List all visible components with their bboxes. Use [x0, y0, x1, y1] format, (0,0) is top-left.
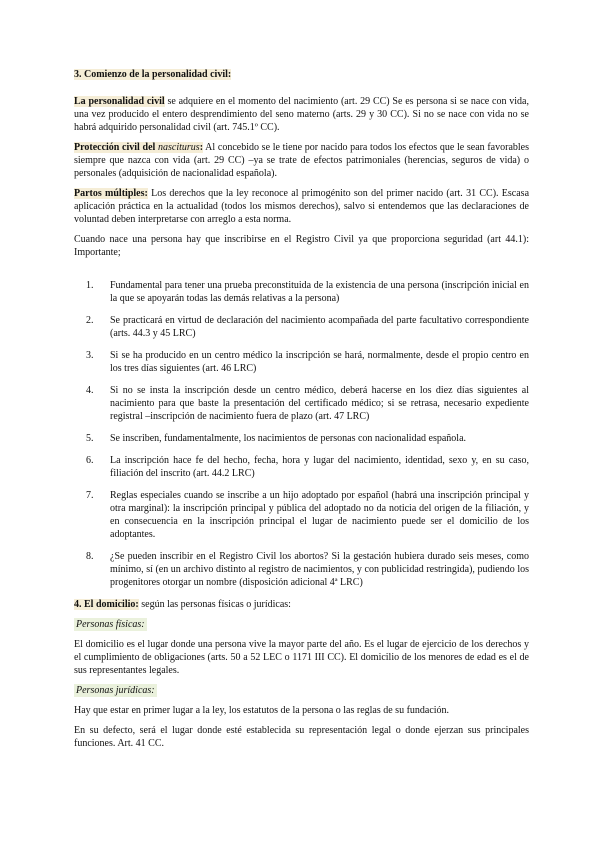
- section-3-heading: [74, 68, 529, 81]
- list-number: 6.: [86, 455, 94, 466]
- list-item: [74, 279, 529, 305]
- list-text: Si no se insta la inscripción desde un centro médico, deberá hacerse en los diez días siguientes al nacimiento para que baste la presentación del certificado médico; si se retrasa, necesario expediente registral –inscripción de nacimiento fuera de plazo (art. 47 LRC): [110, 385, 529, 422]
- list-number: 8.: [86, 551, 94, 562]
- section-3-title: 3. Comienzo de la personalidad civil:: [74, 69, 232, 80]
- paragraph-juridicas-ley: Hay que estar en primer lugar a la ley, los estatutos de la persona o las reglas de su fundación.: [74, 705, 450, 716]
- list-number: 3.: [86, 350, 94, 361]
- paragraph-juridicas-defecto: En su defecto, será el lugar donde esté establecida su representación legal o donde ejerzan sus principales funciones. Art. 41 CC.: [74, 725, 529, 749]
- paragraph-nasciturus: [74, 141, 529, 180]
- list-number: 1.: [86, 280, 94, 291]
- lead-personalidad-civil: La personalidad civil: [74, 96, 165, 107]
- list-item: [74, 349, 529, 375]
- paragraph-personalidad-civil: [74, 95, 529, 134]
- lead-colon: :: [199, 142, 204, 153]
- list-item: [74, 432, 529, 445]
- list-text: Si se ha producido en un centro médico la inscripción se hará, normalmente, desde el propio centro en los tres días siguientes (art. 46 LRC): [110, 350, 529, 374]
- lead-nasciturus: nasciturus: [155, 142, 200, 153]
- lead-proteccion-civil: Protección civil del: [74, 142, 156, 153]
- list-text: Fundamental para tener una prueba preconstituida de la existencia de una persona (inscripción inicial en la que se apoyarán todas las demás relativas a la persona): [110, 280, 529, 304]
- list-item: [74, 489, 529, 541]
- list-number: 5.: [86, 433, 94, 444]
- subheading-personas-juridicas: Personas jurídicas:: [76, 685, 155, 696]
- document-page: [74, 68, 529, 757]
- list-number: 4.: [86, 385, 94, 396]
- section-4-title-rest: según las personas físicas o jurídicas:: [138, 599, 291, 610]
- list-text: ¿Se pueden inscribir en el Registro Civil los abortos? Si la gestación hubiera durado seis meses, como mínimo, sí (en un archivo distinto al registro de nacimientos, y con publicidad restringida), pudiendo los progenitores otorgar un nombre (disposición adicional 4ª LRC): [110, 551, 529, 588]
- list-text: Reglas especiales cuando se inscribe a un hijo adoptado por español (habrá una inscripción principal y otra marginal): la inscripción principal y pública del adoptado no da noticia del origen de la filiación, y en consecuencia en la inscripción principal el lugar de nacimiento puede ser el domicilio de los adoptantes.: [110, 490, 529, 540]
- list-item: [74, 550, 529, 589]
- paragraph-partos-multiples: [74, 187, 529, 226]
- paragraph-domicilio-fisicas: El domicilio es el lugar donde una persona vive la mayor parte del año. Es el lugar de ejercicio de los derechos y el cumplimiento de obligaciones (arts. 50 a 52 LEC o 1171 III CC). El domicilio de los menores de edad es el de sus representantes legales.: [74, 639, 529, 676]
- list-item: [74, 384, 529, 423]
- list-text: Se inscriben, fundamentalmente, los nacimientos de personas con nacionalidad española.: [110, 433, 467, 444]
- section-4-heading: [74, 598, 529, 611]
- subheading-personas-fisicas: Personas físicas:: [76, 619, 145, 630]
- text-personalidad-civil: se adquiere en el momento del nacimiento (art. 29 CC) Se es persona si se nace con vida, una vez producido el entero desprendimiento del seno materno (arts. 29 y 30 CC). Si no se nace con vida no se habrá adquirido personalidad civil (art. 745.1º CC).: [74, 96, 529, 133]
- list-text: Se practicará en virtud de declaración del nacimiento acompañada del parte facultativo correspondiente (arts. 44.3 y 45 LRC): [110, 315, 529, 339]
- list-item: [74, 454, 529, 480]
- paragraph-registro-civil: Cuando nace una persona hay que inscribirse en el Registro Civil ya que proporciona seguridad (art 44.1): Importante;: [74, 234, 529, 258]
- list-text: La inscripción hace fe del hecho, fecha, hora y lugar del nacimiento, identidad, sexo y, en su caso, filiación del inscrito (art. 44.2 LRC): [110, 455, 529, 479]
- list-number: 7.: [86, 490, 94, 501]
- lead-partos-multiples: Partos múltiples:: [74, 188, 148, 199]
- registro-list: [74, 279, 529, 589]
- section-4-title: 4. El domicilio:: [74, 599, 139, 610]
- text-partos-multiples: Los derechos que la ley reconoce al primogénito son del primer nacido (art. 31 CC). Escasa aplicación práctica en la actualidad (todos los mismos derechos), salvo si entendemos que las declaraciones de voluntad deben interpretarse con arreglo a esta norma.: [74, 188, 530, 225]
- list-number: 2.: [86, 315, 94, 326]
- text-nasciturus: Al concebido se le tiene por nacido para todos los efectos que le sean favorables siempre que nazca con vida (art. 29 CC) –ya se trate de efectos patrimoniales (herencias, seguros de vida) o personales (adquisición de nacionalidad española).: [74, 142, 529, 179]
- list-item: [74, 314, 529, 340]
